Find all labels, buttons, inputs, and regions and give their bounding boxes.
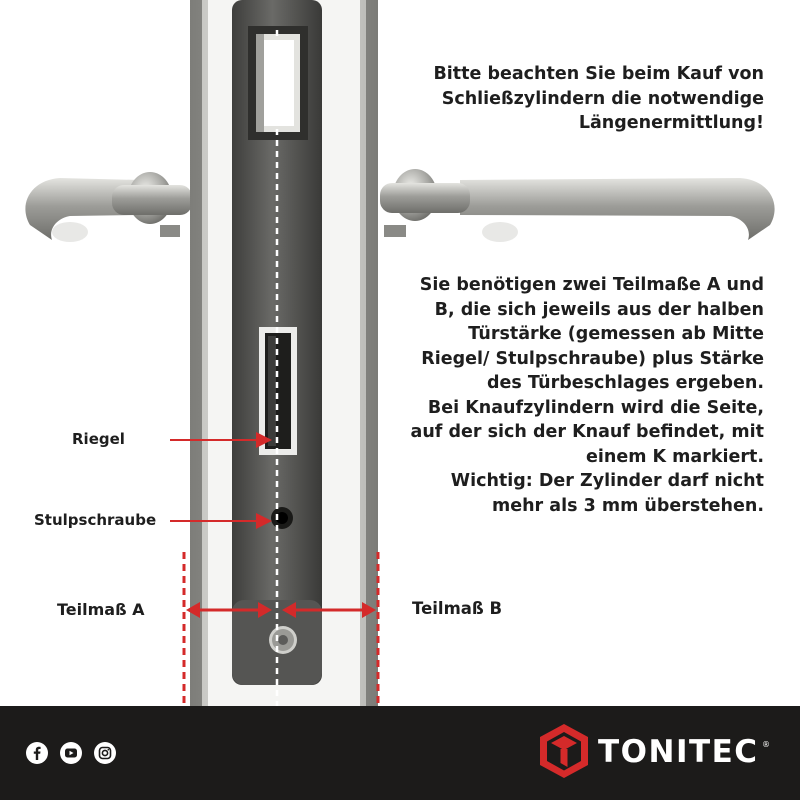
brand-name: TONITEC: [598, 734, 759, 770]
stulpschraube-label: Stulpschraube: [34, 511, 157, 529]
info-line: Türstärke (gemessen ab Mitte: [468, 324, 764, 344]
info-text: [411, 273, 764, 518]
tonitec-logo-icon: [538, 722, 590, 780]
deadbolt: [259, 327, 297, 455]
instagram-icon[interactable]: [94, 742, 116, 764]
info-line: Bei Knaufzylindern wird die Seite,: [427, 397, 764, 418]
riegel-label: Riegel: [72, 430, 125, 448]
info-line: auf der sich der Knauf befindet, mit: [410, 422, 764, 442]
headline-line: Bitte beachten Sie beim Kauf von: [433, 64, 764, 84]
facebook-icon[interactable]: [26, 742, 48, 764]
info-line: einem K markiert.: [586, 446, 764, 467]
headline-text: [433, 62, 764, 136]
info-line: mehr als 3 mm überstehen.: [491, 495, 764, 516]
registered-mark: ®: [762, 740, 770, 749]
left-door-handle: [25, 172, 192, 242]
info-line: Sie benötigen zwei Teilmaße A und: [419, 275, 764, 295]
info-line: des Türbeschlages ergeben.: [486, 373, 764, 393]
info-line: Wichtig: Der Zylinder darf nicht: [450, 471, 764, 491]
info-line: Riegel/ Stulpschraube) plus Stärke: [421, 348, 764, 369]
right-door-handle: [380, 169, 775, 242]
youtube-icon[interactable]: [60, 742, 82, 764]
headline-line: Längenermittlung!: [578, 113, 764, 133]
headline-line: Schließzylindern die notwendige: [441, 88, 764, 109]
info-line: B, die sich jeweils aus der halben: [434, 299, 764, 320]
teilmass-a-label: Teilmaß A: [57, 600, 145, 619]
teilmass-b-label: Teilmaß B: [412, 599, 503, 618]
